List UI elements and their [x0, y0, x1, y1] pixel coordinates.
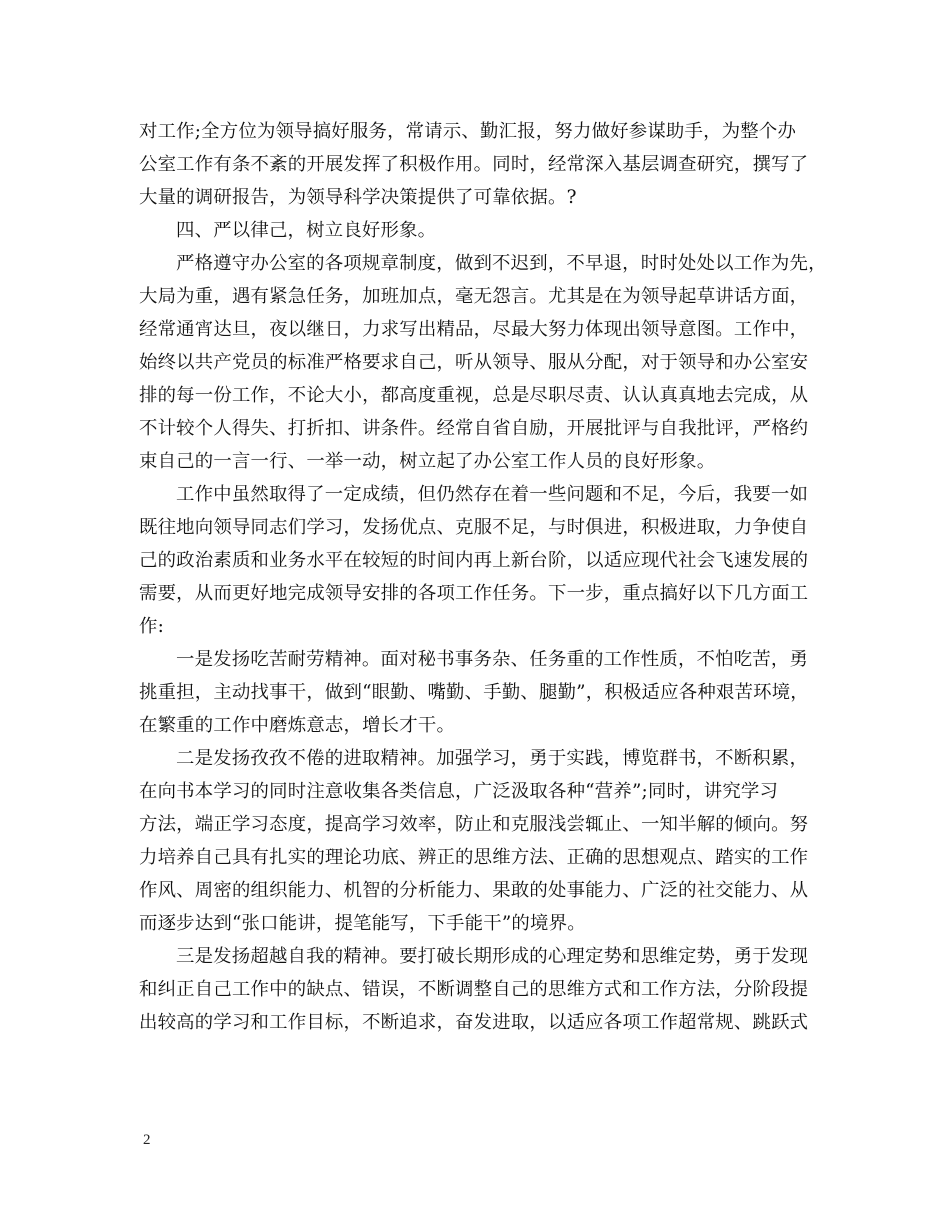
text-line: 作: — [139, 616, 164, 637]
text-line: 公室工作有条不紊的开展发挥了积极作用。同时，经常深入基层调查研究，撰写了 — [139, 154, 809, 175]
text-line: 作风、周密的组织能力、机智的分析能力、果敢的处事能力、广泛的社交能力、从 — [139, 880, 809, 901]
text-line: 己的政治素质和业务水平在较短的时间内再上新台阶，以适应现代社会飞速发展的 — [139, 550, 809, 571]
text-line: 出较高的学习和工作目标，不断追求，奋发进取，以适应各项工作超常规、跳跃式 — [139, 1012, 809, 1033]
text-line: 二是发扬孜孜不倦的进取精神。加强学习，勇于实践，博览群书，不断积累， — [176, 748, 809, 769]
text-line: 需要，从而更好地完成领导安排的各项工作任务。下一步，重点搞好以下几方面工 — [139, 583, 809, 604]
text-line: 经常通宵达旦，夜以继日，力求写出精品，尽最大努力体现出领导意图。工作中， — [139, 319, 809, 340]
text-line: 严格遵守办公室的各项规章制度，做到不迟到，不早退，时时处处以工作为先， — [176, 253, 827, 274]
text-line: 四、严以律己，树立良好形象。 — [176, 220, 437, 241]
document-body — [139, 115, 829, 1039]
text-line: 力培养自己具有扎实的理论功底、辨正的思维方法、正确的思想观点、踏实的工作 — [139, 847, 809, 868]
text-line: 始终以共产党员的标准严格要求自己，听从领导、服从分配，对于领导和办公室安 — [139, 352, 809, 373]
text-line: 在向书本学习的同时注意收集各类信息，广泛汲取各种“营养”;同时，讲究学习 — [139, 781, 779, 802]
text-line: 三是发扬超越自我的精神。要打破长期形成的心理定势和思维定势，勇于发现 — [176, 946, 809, 967]
text-line: 方法，端正学习态度，提高学习效率，防止和克服浅尝辄止、一知半解的倾向。努 — [139, 814, 809, 835]
text-line: 和纠正自己工作中的缺点、错误，不断调整自己的思维方式和工作方法，分阶段提 — [139, 979, 809, 1000]
text-line: 既往地向领导同志们学习，发扬优点、克服不足，与时俱进，积极进取，力争使自 — [139, 517, 809, 538]
text-line: 工作中虽然取得了一定成绩，但仍然存在着一些问题和不足，今后，我要一如 — [176, 484, 809, 505]
text-line: 大局为重，遇有紧急任务，加班加点，毫无怨言。尤其是在为领导起草讲话方面， — [139, 286, 809, 307]
text-line: 在繁重的工作中磨炼意志，增长才干。 — [139, 715, 456, 736]
text-line: 束自己的一言一行、一举一动，树立起了办公室工作人员的良好形象。 — [139, 451, 716, 472]
text-line: 挑重担，主动找事干，做到“眼勤、嘴勤、手勤、腿勤”，积极适应各种艰苦环境， — [139, 682, 809, 703]
text-line: 大量的调研报告，为领导科学决策提供了可靠依据。? — [139, 187, 577, 208]
text-line: 不计较个人得失、打折扣、讲条件。经常自省自励，开展批评与自我批评，严格约 — [139, 418, 809, 439]
text-line: 对工作;全方位为领导搞好服务，常请示、勤汇报，努力做好参谋助手，为整个办 — [139, 121, 797, 142]
page-number: 2 — [143, 1132, 151, 1148]
text-line: 排的每一份工作，不论大小，都高度重视，总是尽职尽责、认认真真地去完成，从 — [139, 385, 809, 406]
text-line: 一是发扬吃苦耐劳精神。面对秘书事务杂、任务重的工作性质，不怕吃苦，勇 — [176, 649, 809, 670]
text-line: 而逐步达到“张口能讲，提笔能写，下手能干”的境界。 — [139, 913, 586, 934]
